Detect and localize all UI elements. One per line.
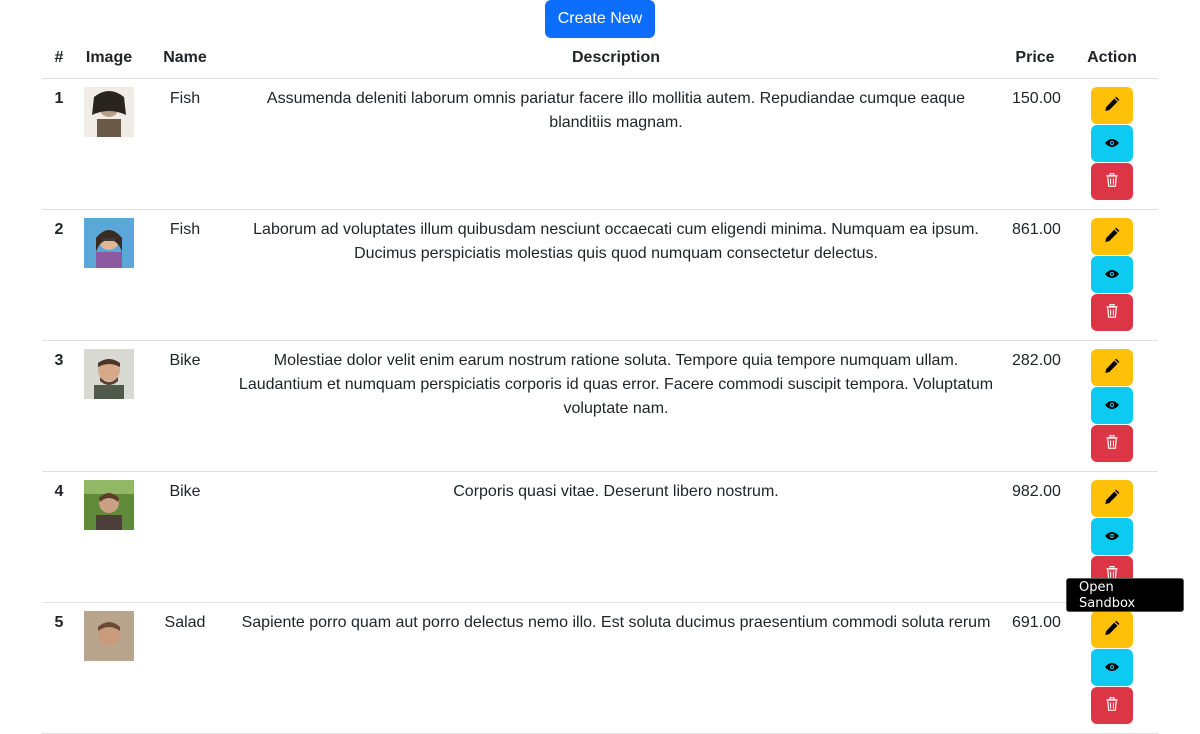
eye-icon bbox=[1105, 136, 1119, 151]
row-image-cell bbox=[76, 210, 142, 341]
trash-icon bbox=[1106, 697, 1118, 714]
delete-button[interactable] bbox=[1091, 687, 1133, 724]
column-header-index: # bbox=[42, 38, 76, 79]
product-image bbox=[84, 480, 134, 530]
row-description: Assumenda deleniti laborum omnis pariatur facere illo mollitia autem. Repudiandae cumque eaque blanditiis magnam. bbox=[228, 79, 1004, 210]
row-image-cell bbox=[76, 341, 142, 472]
delete-button[interactable] bbox=[1091, 163, 1133, 200]
table-row bbox=[42, 210, 1158, 341]
row-price: 691.00 bbox=[1004, 603, 1066, 734]
row-image-cell bbox=[76, 603, 142, 734]
edit-button[interactable] bbox=[1091, 480, 1133, 517]
product-image bbox=[84, 349, 134, 399]
view-button[interactable] bbox=[1091, 649, 1133, 686]
table-row bbox=[42, 472, 1158, 603]
create-new-button[interactable]: Create New bbox=[545, 0, 655, 38]
pencil-icon bbox=[1104, 358, 1120, 377]
row-index: 4 bbox=[42, 472, 76, 603]
pencil-icon bbox=[1104, 227, 1120, 246]
row-actions bbox=[1066, 341, 1158, 472]
column-header-description: Description bbox=[228, 38, 1004, 79]
product-image bbox=[84, 611, 134, 661]
row-actions bbox=[1066, 210, 1158, 341]
trash-icon bbox=[1106, 304, 1118, 321]
product-image bbox=[84, 87, 134, 137]
row-name: Salad bbox=[142, 603, 228, 734]
table-header-row bbox=[42, 38, 1158, 79]
view-button[interactable] bbox=[1091, 125, 1133, 162]
table-row bbox=[42, 79, 1158, 210]
eye-icon bbox=[1105, 398, 1119, 413]
column-header-action: Action bbox=[1066, 38, 1158, 79]
eye-icon bbox=[1105, 267, 1119, 282]
edit-button[interactable] bbox=[1091, 349, 1133, 386]
product-image bbox=[84, 218, 134, 268]
row-name: Bike bbox=[142, 341, 228, 472]
row-price: 982.00 bbox=[1004, 472, 1066, 603]
row-description: Sapiente porro quam aut porro delectus nemo illo. Est soluta ducimus praesentium commodi soluta rerum bbox=[228, 603, 1004, 734]
eye-icon bbox=[1105, 529, 1119, 544]
row-name: Bike bbox=[142, 472, 228, 603]
delete-button[interactable] bbox=[1091, 425, 1133, 462]
row-actions bbox=[1066, 79, 1158, 210]
row-price: 282.00 bbox=[1004, 341, 1066, 472]
pencil-icon bbox=[1104, 489, 1120, 508]
row-name: Fish bbox=[142, 79, 228, 210]
table-row bbox=[42, 603, 1158, 734]
trash-icon bbox=[1106, 173, 1118, 190]
table-row bbox=[42, 341, 1158, 472]
row-actions bbox=[1066, 603, 1158, 734]
edit-button[interactable] bbox=[1091, 218, 1133, 255]
column-header-price: Price bbox=[1004, 38, 1066, 79]
row-name: Fish bbox=[142, 210, 228, 341]
delete-button[interactable] bbox=[1091, 294, 1133, 331]
column-header-name: Name bbox=[142, 38, 228, 79]
trash-icon bbox=[1106, 435, 1118, 452]
row-index: 3 bbox=[42, 341, 76, 472]
open-sandbox-button[interactable]: Open Sandbox bbox=[1066, 578, 1184, 612]
row-description: Corporis quasi vitae. Deserunt libero nostrum. bbox=[228, 472, 1004, 603]
column-header-image: Image bbox=[76, 38, 142, 79]
pencil-icon bbox=[1104, 96, 1120, 115]
row-index: 2 bbox=[42, 210, 76, 341]
row-index: 1 bbox=[42, 79, 76, 210]
row-image-cell bbox=[76, 79, 142, 210]
eye-icon bbox=[1105, 660, 1119, 675]
view-button[interactable] bbox=[1091, 518, 1133, 555]
row-image-cell bbox=[76, 472, 142, 603]
view-button[interactable] bbox=[1091, 387, 1133, 424]
row-price: 861.00 bbox=[1004, 210, 1066, 341]
view-button[interactable] bbox=[1091, 256, 1133, 293]
edit-button[interactable] bbox=[1091, 87, 1133, 124]
row-description: Laborum ad voluptates illum quibusdam nesciunt occaecati cum eligendi minima. Numquam ea ipsum. Ducimus perspiciatis molestias quis quod numquam consectetur delectus. bbox=[228, 210, 1004, 341]
row-price: 150.00 bbox=[1004, 79, 1066, 210]
row-description: Molestiae dolor velit enim earum nostrum ratione soluta. Tempore quia tempore numquam ullam. Laudantium et numquam perspiciatis corporis id quas error. Facere commodi suscipit tempora. Voluptatum voluptate nam. bbox=[228, 341, 1004, 472]
row-index: 5 bbox=[42, 603, 76, 734]
